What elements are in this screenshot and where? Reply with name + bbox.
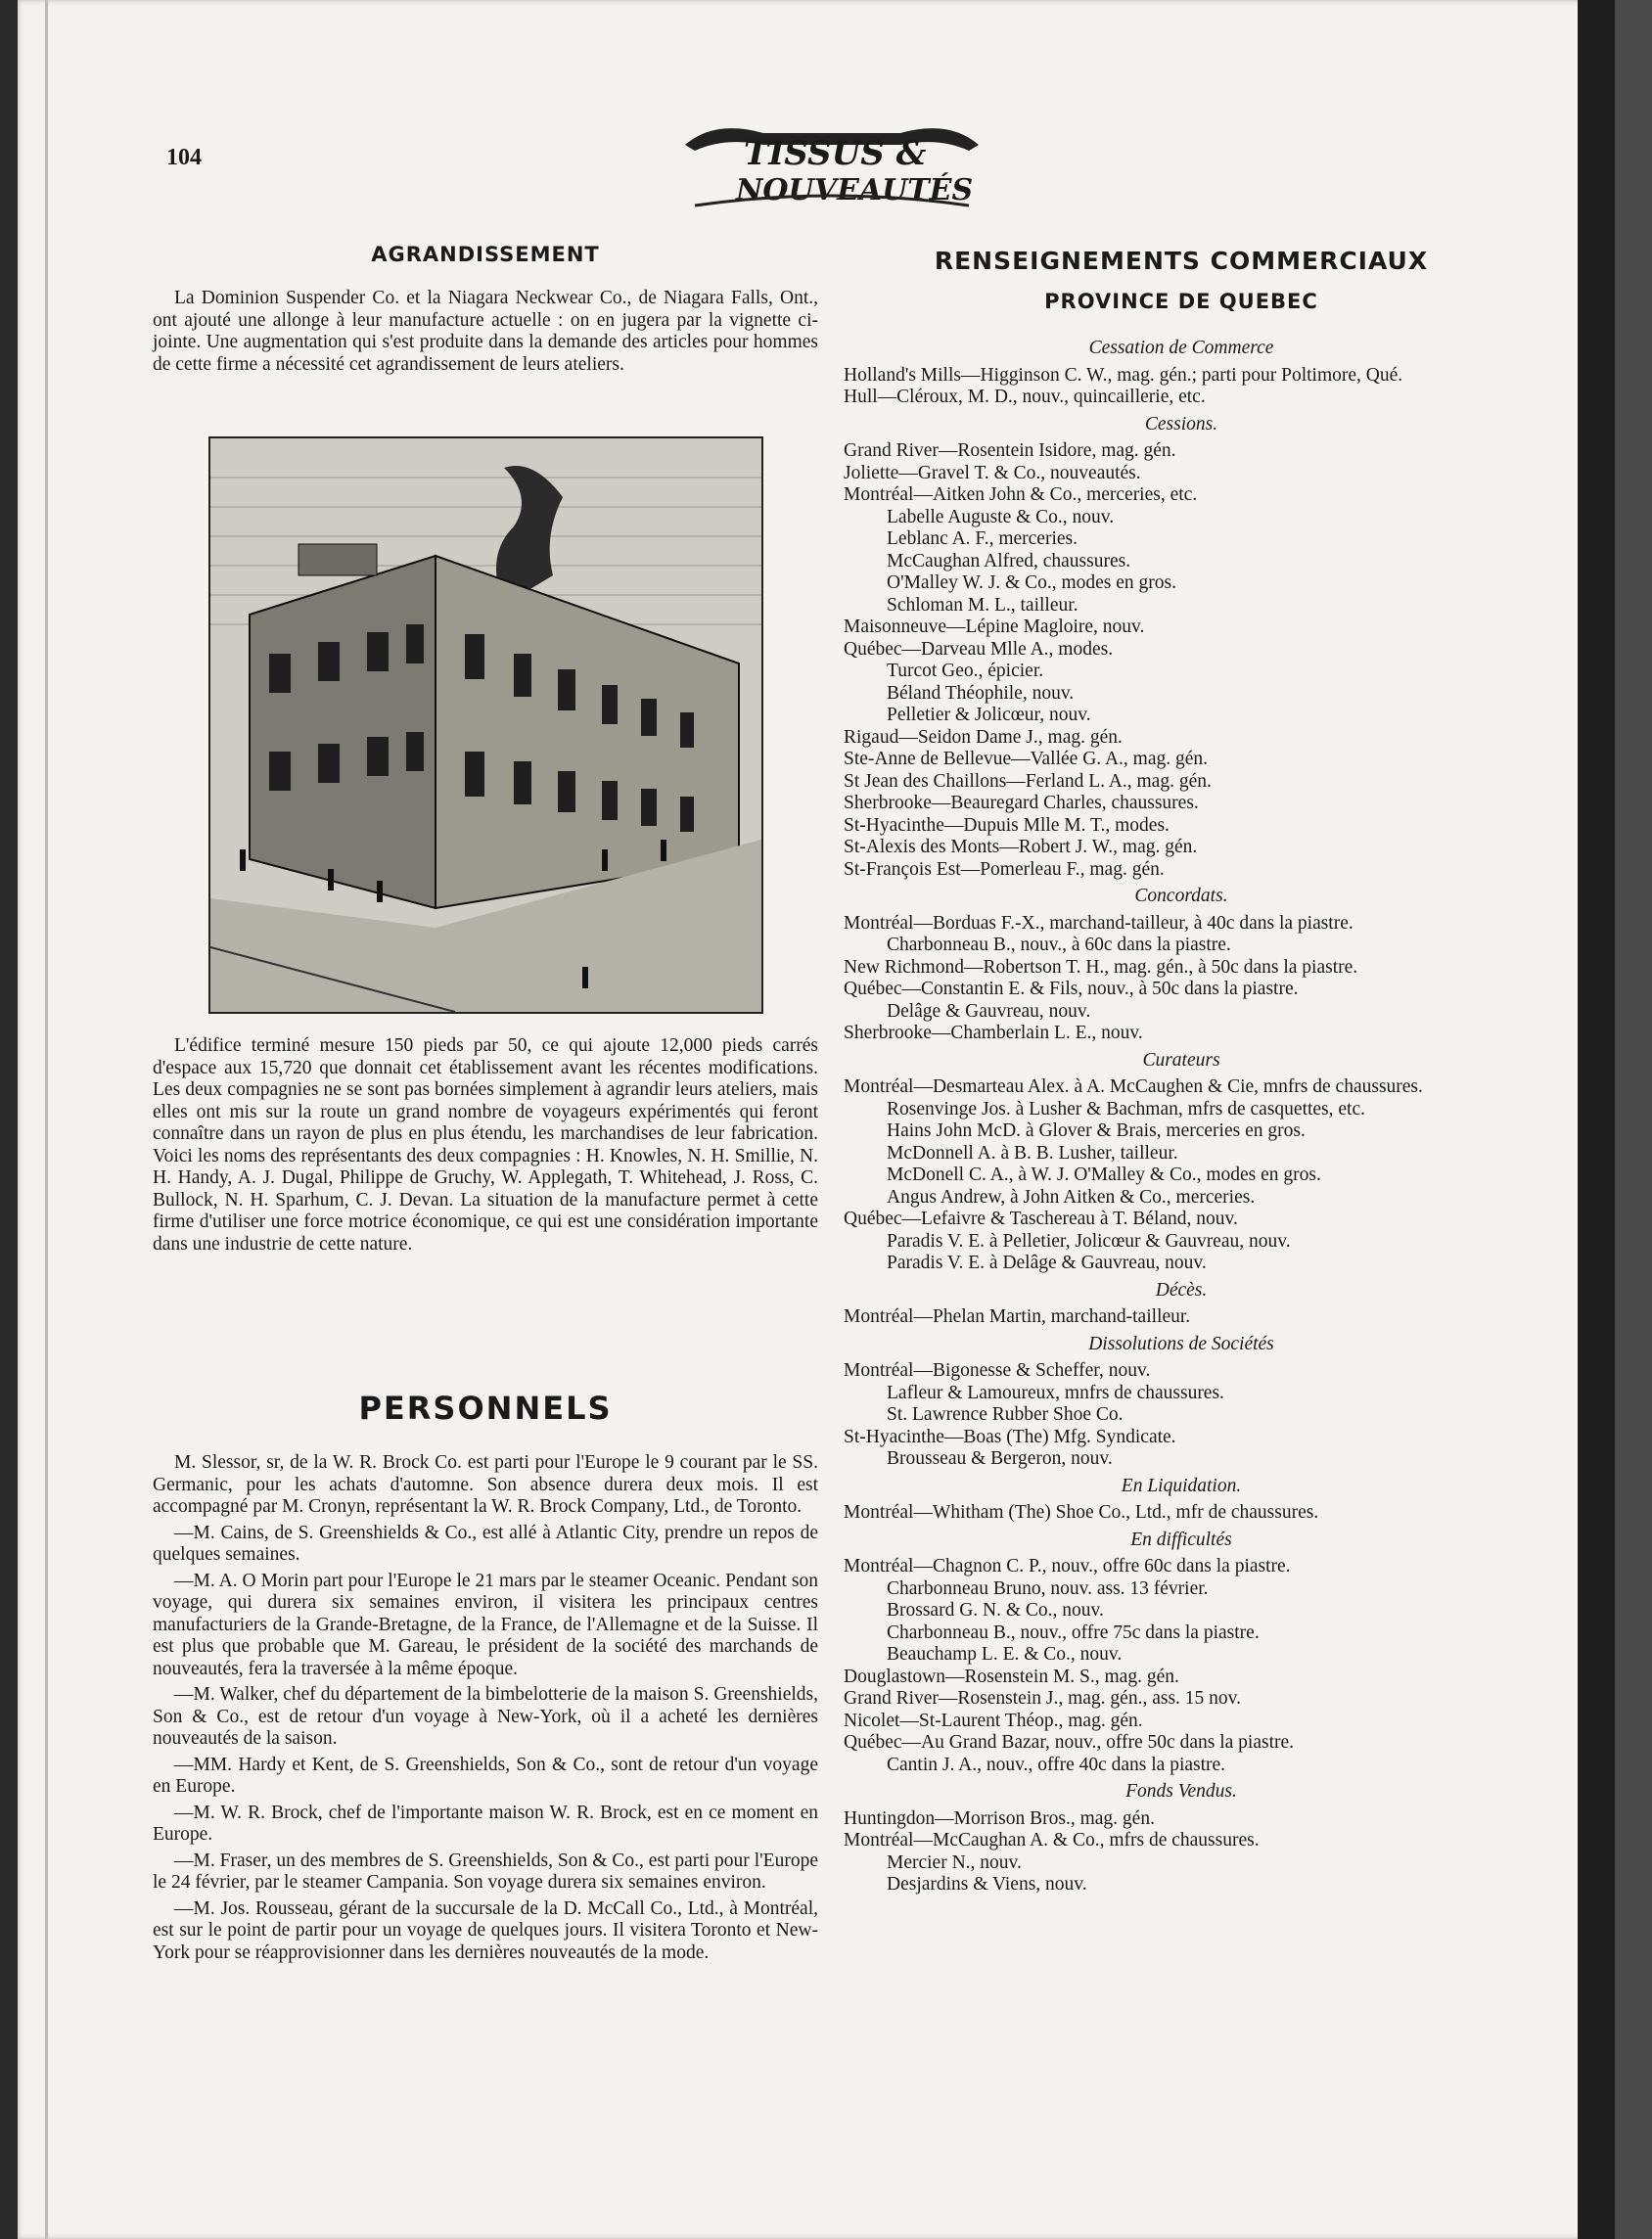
- entry-continuation: Labelle Auguste & Co., nouv.: [887, 506, 1115, 527]
- page-spine-line: [45, 0, 48, 2239]
- section-subheading: Dissolutions de Sociétés: [1088, 1333, 1274, 1354]
- entry-line: Ste-Anne de Bellevue—Vallée G. A., mag. gén.: [844, 749, 1209, 769]
- entry-continuation: Turcot Geo., épicier.: [887, 661, 1044, 681]
- entry-continuation: Brousseau & Bergeron, nouv.: [887, 1448, 1113, 1469]
- entry-line: Grand River—Rosentein Isidore, mag. gén.: [844, 440, 1176, 461]
- entry-continuation: O'Malley W. J. & Co., modes en gros.: [887, 572, 1177, 593]
- section-subheading: Fonds Vendus.: [1125, 1781, 1237, 1802]
- entry-line: Hull—Cléroux, M. D., nouv., quincaillerie, etc.: [844, 387, 1206, 407]
- entry-line: Québec—Darveau Mlle A., modes.: [844, 638, 1114, 660]
- entry-line: Sherbrooke—Chamberlain L. E., nouv.: [844, 1023, 1143, 1043]
- personnels-heading: PERSONNELS: [358, 1390, 613, 1427]
- entry-continuation: Mercier N., nouv.: [887, 1851, 1022, 1873]
- entry-line: Douglastown—Rosenstein M. S., mag. gén.: [844, 1666, 1179, 1687]
- personnel-paragraph: —MM. Hardy et Kent, de S. Greenshields, Son & Co., sont de retour d'un voyage en Europe.: [153, 1754, 818, 1797]
- entry-continuation: Paradis V. E. à Pelletier, Jolicœur & Gauvreau, nouv.: [887, 1230, 1291, 1252]
- entry-continuation: Cantin J. A., nouv., offre 40c dans la piastre.: [887, 1754, 1226, 1775]
- section-subheading: Curateurs: [1142, 1049, 1220, 1071]
- entry-line: Québec—Constantin E. & Fils, nouv., à 50c dans la piastre.: [844, 979, 1299, 999]
- entry-line: Montréal—Borduas F.-X., marchand-tailleur, à 40c dans la piastre.: [844, 912, 1354, 934]
- entry-continuation: Paradis V. E. à Delâge & Gauvreau, nouv.: [887, 1253, 1207, 1273]
- section-subheading: Cessation de Commerce: [1088, 338, 1274, 358]
- personnels-list: [153, 1452, 818, 1968]
- factory-engraving: [208, 436, 763, 1014]
- entry-line: New Richmond—Robertson T. H., mag. gén., à 50c dans la piastre.: [844, 956, 1358, 978]
- entry-continuation: Charbonneau Bruno, nouv. ass. 13 février.: [887, 1577, 1209, 1599]
- entry-continuation: McCaughan Alfred, chaussures.: [887, 550, 1131, 571]
- agrandissement-intro: [153, 288, 818, 376]
- entry-line: Montréal—Phelan Martin, marchand-tailleur.: [844, 1306, 1191, 1327]
- entry-line: Montréal—Whitham (The) Shoe Co., Ltd., mfr de chaussures.: [844, 1502, 1319, 1523]
- personnel-paragraph: —M. Walker, chef du département de la bimbelotterie de la maison S. Greenshields, Son & Co., est de retour d'un voyage à New-York, où il a acheté les dernières nouveautés de la saison.: [153, 1684, 818, 1749]
- entry-line: Grand River—Rosenstein J., mag. gén., ass. 15 nov.: [844, 1688, 1242, 1709]
- entry-continuation: Brossard G. N. & Co., nouv.: [887, 1600, 1104, 1621]
- renseignements-heading: RENSEIGNEMENTS COMMERCIAUX: [934, 247, 1429, 275]
- agrandissement-heading: AGRANDISSEMENT: [371, 243, 600, 266]
- section-subheading: Cessions.: [1144, 413, 1218, 434]
- masthead-bottom-text: NOUVEAUTÉS: [736, 173, 974, 207]
- entry-line: Montréal—Bigonesse & Scheffer, nouv.: [844, 1360, 1151, 1381]
- entry-line: Rigaud—Seidon Dame J., mag. gén.: [844, 726, 1123, 748]
- entry-line: Joliette—Gravel T. & Co., nouveautés.: [844, 462, 1141, 483]
- personnel-paragraph: M. Slessor, sr, de la W. R. Brock Co. est parti pour l'Europe le 9 courant par le SS. Germanic, pour les achats d'automne. Son absence durera deux mois. Il est accompagné par M. Cronyn, représentant la W. R. Brock Company, Ltd., de Toronto.: [153, 1452, 818, 1517]
- entry-continuation: Leblanc A. F., merceries.: [887, 528, 1078, 549]
- section-subheading: Concordats.: [1134, 886, 1228, 906]
- page-number: 104: [166, 145, 202, 170]
- entry-line: Nicolet—St-Laurent Théop., mag. gén.: [844, 1710, 1143, 1731]
- entry-line: Maisonneuve—Lépine Magloire, nouv.: [844, 617, 1145, 637]
- masthead-top-text: TISSUS &: [744, 134, 927, 173]
- entry-continuation: Pelletier & Jolicœur, nouv.: [887, 705, 1091, 725]
- entry-line: St-Alexis des Monts—Robert J. W., mag. gén.: [844, 837, 1198, 857]
- personnel-paragraph: —M. Cains, de S. Greenshields & Co., est allé à Atlantic City, prendre un repos de quelques semaines.: [153, 1522, 818, 1565]
- province-heading: PROVINCE DE QUEBEC: [1044, 290, 1318, 313]
- entry-continuation: Charbonneau B., nouv., à 60c dans la piastre.: [887, 935, 1231, 955]
- entry-line: Holland's Mills—Higginson C. W., mag. gén.; parti pour Poltimore, Qué.: [844, 364, 1403, 386]
- personnel-paragraph: —M. W. R. Brock, chef de l'importante maison W. R. Brock, est en ce moment en Europe.: [153, 1802, 818, 1845]
- personnel-paragraph: —M. Jos. Rousseau, gérant de la succursale de la D. McCall Co., Ltd., à Montréal, est sur le point de partir pour un voyage de quelques jours. Il visitera Toronto et New-York pour se réapprovisionner dans les dernières nouveautés de la mode.: [153, 1897, 818, 1963]
- entry-line: Montréal—McCaughan A. & Co., mfrs de chaussures.: [844, 1830, 1260, 1851]
- entry-line: Sherbrooke—Beauregard Charles, chaussures.: [844, 793, 1199, 813]
- agrandissement-body-text: L'édifice terminé mesure 150 pieds par 50, ce qui ajoute 12,000 pieds carrés d'espace aux 15,720 que donnait cet établissement avant les récentes modifications. Les deux compagnies ne se sont pas bornées simplement à agrandir leurs ateliers, mais elles ont mis sur la route un grand nombre de voyageurs expérimentés qui feront connaître dans un rayon de plus en plus étendu, les marchandises de leur fabrication. Voici les noms des représentants des deux compagnies : H. Knowles, N. H. Smillie, N. H. Handy, A. J. Dugal, Philippe de Gruchy, W. Applegath, T. Whitehead, J. Ross, C. Bullock, N. H. Sparhum, C. J. Devan. La situation de la manufacture permet à cette firme d'utiliser une force motrice économique, ce qui est une considération importante dans une industrie de cette nature.: [153, 1035, 818, 1255]
- scan-left-edge: [0, 0, 18, 2239]
- entry-line: Montréal—Chagnon C. P., nouv., offre 60c dans la piastre.: [844, 1556, 1291, 1576]
- entry-line: St-Hyacinthe—Dupuis Mlle M. T., modes.: [844, 814, 1170, 836]
- entry-line: Montréal—Desmarteau Alex. à A. McCaughen & Cie, mnfrs de chaussures.: [844, 1076, 1423, 1097]
- entry-line: Montréal—Aitken John & Co., merceries, etc.: [844, 484, 1198, 505]
- entry-continuation: Charbonneau B., nouv., offre 75c dans la piastre.: [887, 1622, 1260, 1643]
- agrandissement-body: [153, 1035, 818, 1256]
- entry-continuation: Angus Andrew, à John Aitken & Co., merceries.: [887, 1186, 1256, 1208]
- entry-continuation: Béland Théophile, nouv.: [887, 682, 1075, 704]
- entry-continuation: Delâge & Gauvreau, nouv.: [887, 1000, 1091, 1022]
- personnel-paragraph: —M. Fraser, un des membres de S. Greenshields, Son & Co., est parti pour l'Europe le 24 février, par le steamer Campania. Son voyage durera six semaines environ.: [153, 1850, 818, 1893]
- section-subheading: En difficultés: [1130, 1529, 1232, 1550]
- entry-line: Huntingdon—Morrison Bros., mag. gén.: [844, 1807, 1155, 1829]
- personnel-paragraph: —M. A. O Morin part pour l'Europe le 21 mars par le steamer Oceanic. Pendant son voyage, qui durera six semaines environ, il visitera les principaux centres manufacturiers de la Grande-Bretagne, de la France, de l'Allemagne et de la Suisse. Il est plus que probable que M. Gareau, le président de la société des marchands de nouveautés, fera la traversée à la même époque.: [153, 1570, 818, 1679]
- scan-right-edge: [1578, 0, 1615, 2239]
- entry-line: St Jean des Chaillons—Ferland L. A., mag. gén.: [844, 770, 1212, 792]
- renseignements-list: [844, 333, 1519, 1896]
- entry-line: St-Hyacinthe—Boas (The) Mfg. Syndicate.: [844, 1426, 1176, 1447]
- entry-continuation: McDonnell A. à B. B. Lusher, tailleur.: [887, 1142, 1178, 1164]
- entry-continuation: Lafleur & Lamoureux, mnfrs de chaussures.: [887, 1382, 1224, 1403]
- entry-continuation: St. Lawrence Rubber Shoe Co.: [887, 1404, 1124, 1425]
- section-subheading: En Liquidation.: [1121, 1475, 1242, 1496]
- entry-line: Québec—Au Grand Bazar, nouv., offre 50c dans la piastre.: [844, 1732, 1295, 1753]
- entry-continuation: Schloman M. L., tailleur.: [887, 594, 1078, 616]
- entry-line: Québec—Lefaivre & Taschereau à T. Béland, nouv.: [844, 1209, 1238, 1229]
- entry-line: St-François Est—Pomerleau F., mag. gén.: [844, 858, 1165, 880]
- section-subheading: Décès.: [1155, 1279, 1208, 1301]
- entry-continuation: McDonell C. A., à W. J. O'Malley & Co., modes en gros.: [887, 1165, 1321, 1185]
- entry-continuation: Beauchamp L. E. & Co., nouv.: [887, 1644, 1123, 1665]
- entry-continuation: Rosenvinge Jos. à Lusher & Bachman, mfrs de casquettes, etc.: [887, 1098, 1365, 1120]
- agrandissement-intro-text: La Dominion Suspender Co. et la Niagara Neckwear Co., de Niagara Falls, Ont., ont ajouté une allonge à leur manufacture actuelle : on en jugera par la vignette ci-jointe. Une augmentation qui s'est produite dans la demande des articles pour hommes de cette firme a nécessité cet agrandissement de leurs ateliers.: [153, 288, 818, 375]
- masthead-logo: [675, 115, 988, 213]
- entry-continuation: Desjardins & Viens, nouv.: [887, 1874, 1087, 1895]
- entry-continuation: Hains John McD. à Glover & Brais, merceries en gros.: [887, 1120, 1306, 1141]
